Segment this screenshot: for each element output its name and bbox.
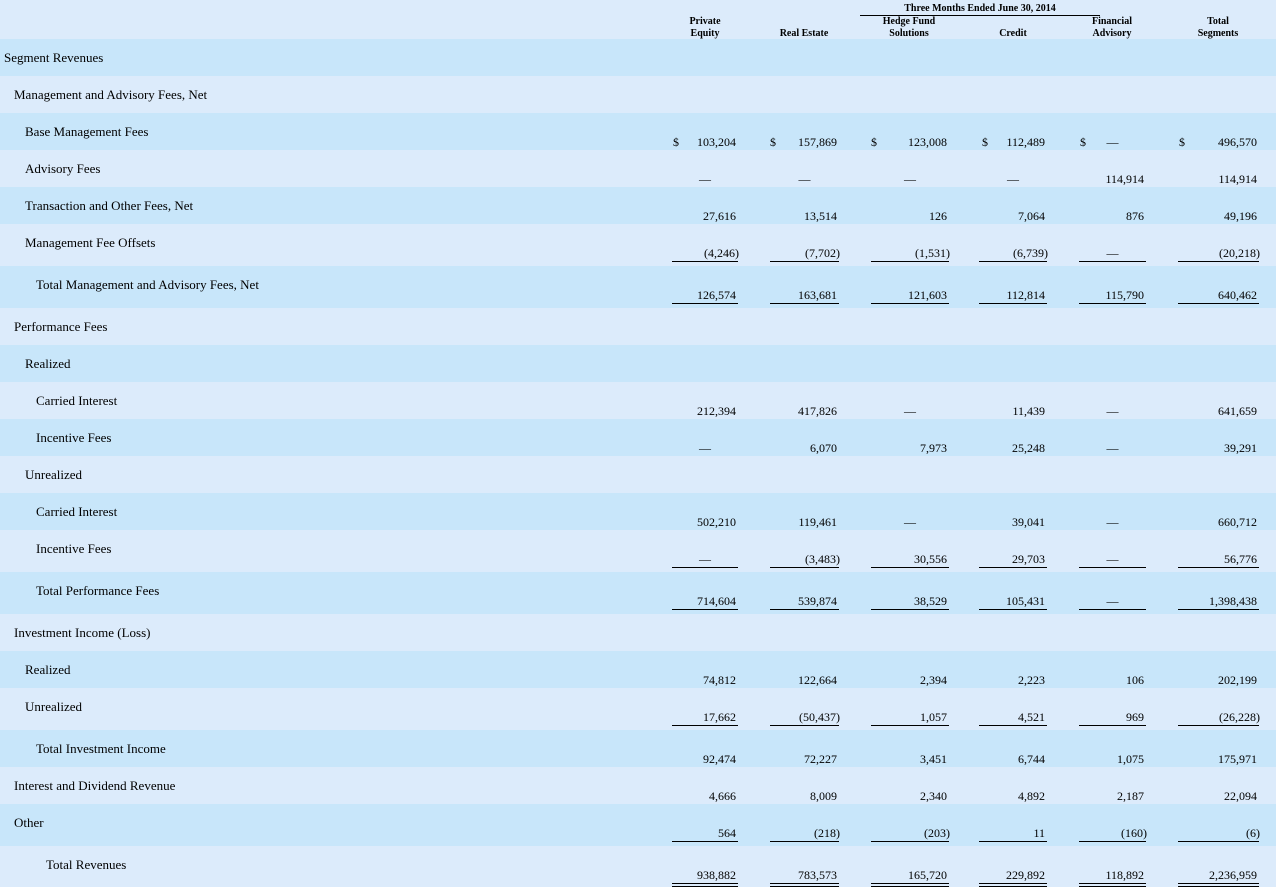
table-cell: 2,340 <box>920 789 947 803</box>
row-label: Total Performance Fees <box>36 583 160 598</box>
table-cell: 126 <box>929 209 947 223</box>
table-cell: 122,664 <box>798 673 837 687</box>
table-cell: 202,199 <box>1218 673 1257 687</box>
row-label: Unrealized <box>25 699 83 714</box>
table-cell: 27,616 <box>703 209 736 223</box>
table-cell: 969 <box>1126 710 1144 724</box>
row-label: Incentive Fees <box>36 430 112 445</box>
table-cell: 229,892 <box>1006 868 1045 882</box>
subtotal-underline <box>672 725 738 726</box>
table-cell: 539,874 <box>798 594 837 608</box>
row-label: Incentive Fees <box>36 541 112 556</box>
total-double-underline <box>770 883 839 887</box>
subtotal-underline <box>672 261 738 262</box>
subtotal-underline <box>1178 841 1259 842</box>
table-cell: 660,712 <box>1218 515 1257 529</box>
table-cell: 29,703 <box>1012 552 1045 566</box>
table-cell: 496,570 <box>1218 135 1257 149</box>
table-row <box>0 651 1276 688</box>
subtotal-underline <box>1079 725 1146 726</box>
table-cell: 118,892 <box>1105 868 1144 882</box>
total-double-underline <box>672 883 738 887</box>
subtotal-underline <box>979 609 1047 610</box>
table-cell: 115,790 <box>1105 288 1144 302</box>
subtotal-underline <box>1079 303 1146 304</box>
table-cell: 502,210 <box>697 515 736 529</box>
table-row <box>0 804 1276 846</box>
table-cell: 22,094 <box>1224 789 1257 803</box>
subtotal-underline <box>1079 841 1146 842</box>
table-cell: 25,248 <box>1012 441 1045 455</box>
table-cell: 6,070 <box>810 441 837 455</box>
table-cell: 105,431 <box>1006 594 1045 608</box>
row-label: Unrealized <box>25 467 83 482</box>
row-label: Realized <box>25 662 71 677</box>
subtotal-underline <box>871 303 949 304</box>
subtotal-underline <box>1178 567 1259 568</box>
row-label: Segment Revenues <box>4 50 104 65</box>
table-row <box>0 382 1276 419</box>
table-cell: 123,008 <box>908 135 947 149</box>
subtotal-underline <box>979 725 1047 726</box>
table-row <box>0 767 1276 804</box>
column-header-private-equity: Private Equity <box>689 16 721 39</box>
table-row <box>0 39 1276 76</box>
table-cell: 175,971 <box>1218 752 1257 766</box>
table-cell: 3,451 <box>920 752 947 766</box>
table-row <box>0 419 1276 456</box>
table-cell: 106 <box>1126 673 1144 687</box>
table-cell: 114,914 <box>1218 172 1257 186</box>
subtotal-underline <box>770 303 839 304</box>
table-cell: 7,064 <box>1018 209 1045 223</box>
dollar-sign: $ <box>770 135 776 149</box>
table-cell: 7,973 <box>920 441 947 455</box>
dollar-sign: $ <box>1080 135 1086 149</box>
subtotal-underline <box>979 567 1047 568</box>
period-header: Three Months Ended June 30, 2014 <box>904 3 1056 14</box>
table-cell: 112,814 <box>1006 288 1045 302</box>
table-cell: (4,246) <box>704 246 739 260</box>
table-cell: 1,398,438 <box>1209 594 1257 608</box>
subtotal-underline <box>979 303 1047 304</box>
subtotal-underline <box>1079 567 1146 568</box>
table-cell: 11,439 <box>1012 404 1045 418</box>
table-cell: 4,666 <box>709 789 736 803</box>
table-row <box>0 730 1276 767</box>
table-cell: 11 <box>1033 826 1045 840</box>
table-row <box>0 493 1276 530</box>
column-header-credit: Credit <box>999 28 1027 39</box>
table-cell: 39,041 <box>1012 515 1045 529</box>
table-cell: 876 <box>1126 209 1144 223</box>
table-cell: 417,826 <box>798 404 837 418</box>
total-double-underline <box>1178 883 1259 887</box>
table-cell: (20,218) <box>1219 246 1260 260</box>
table-row <box>0 187 1276 224</box>
subtotal-underline <box>672 841 738 842</box>
table-cell: 1,057 <box>920 710 947 724</box>
table-cell: 938,882 <box>697 868 736 882</box>
row-label: Carried Interest <box>36 504 118 519</box>
column-header-total-segments: Total Segments <box>1197 16 1239 39</box>
table-cell: (203) <box>924 826 950 840</box>
table-cell: 112,489 <box>1006 135 1045 149</box>
subtotal-underline <box>770 725 839 726</box>
table-cell: — <box>1106 246 1119 260</box>
row-label: Total Revenues <box>46 857 127 872</box>
table-row <box>0 113 1276 150</box>
subtotal-underline <box>871 261 949 262</box>
subtotal-underline <box>770 609 839 610</box>
dollar-sign: $ <box>982 135 988 149</box>
subtotal-underline <box>871 567 949 568</box>
row-label: Management Fee Offsets <box>25 235 156 250</box>
subtotal-underline <box>672 567 738 568</box>
subtotal-underline <box>1178 261 1259 262</box>
table-cell: 564 <box>718 826 736 840</box>
total-double-underline <box>1079 883 1146 887</box>
table-cell: — <box>1106 441 1119 455</box>
table-cell: (7,702) <box>805 246 840 260</box>
table-cell: — <box>699 441 711 455</box>
subtotal-underline <box>1079 609 1146 610</box>
row-label: Realized <box>25 356 71 371</box>
table-row <box>0 76 1276 113</box>
subtotal-underline <box>1079 261 1146 262</box>
table-cell: 2,394 <box>920 673 947 687</box>
table-cell: (6) <box>1246 826 1260 840</box>
subtotal-underline <box>979 841 1047 842</box>
table-cell: (218) <box>814 826 840 840</box>
table-row <box>0 614 1276 651</box>
table-cell: 157,869 <box>798 135 837 149</box>
table-cell: 163,681 <box>798 288 837 302</box>
row-label: Transaction and Other Fees, Net <box>25 198 194 213</box>
subtotal-underline <box>871 725 949 726</box>
dollar-sign: $ <box>673 135 679 149</box>
table-cell: — <box>1106 594 1119 608</box>
table-row <box>0 456 1276 493</box>
column-header-hedge-fund-solutions: Hedge Fund Solutions <box>882 16 936 39</box>
table-row <box>0 846 1276 885</box>
table-row <box>0 572 1276 614</box>
table-cell: — <box>798 172 811 186</box>
table-row <box>0 308 1276 345</box>
table-cell: — <box>1106 135 1119 149</box>
subtotal-underline <box>871 609 949 610</box>
table-cell: 38,529 <box>914 594 947 608</box>
table-cell: 8,009 <box>810 789 837 803</box>
subtotal-underline <box>871 841 949 842</box>
total-double-underline <box>871 883 949 887</box>
table-cell: 126,574 <box>697 288 736 302</box>
table-cell: — <box>699 552 711 566</box>
column-header-financial-advisory: Financial Advisory <box>1091 16 1132 39</box>
table-cell: 212,394 <box>697 404 736 418</box>
table-cell: 30,556 <box>914 552 947 566</box>
row-label: Other <box>14 815 44 830</box>
table-cell: 641,659 <box>1218 404 1257 418</box>
row-label: Advisory Fees <box>25 161 101 176</box>
table-cell: 2,223 <box>1018 673 1045 687</box>
table-cell: — <box>1106 515 1119 529</box>
table-cell: — <box>904 172 916 186</box>
subtotal-underline <box>979 261 1047 262</box>
table-cell: (26,228) <box>1219 710 1260 724</box>
table-cell: 1,075 <box>1117 752 1144 766</box>
row-label: Base Management Fees <box>25 124 149 139</box>
column-header-real-estate: Real Estate <box>779 28 829 39</box>
row-label: Total Investment Income <box>36 741 166 756</box>
table-cell: 4,892 <box>1018 789 1045 803</box>
subtotal-underline <box>1178 725 1259 726</box>
subtotal-underline <box>1178 303 1259 304</box>
table-row <box>0 266 1276 308</box>
table-cell: (3,483) <box>805 552 840 566</box>
table-cell: 74,812 <box>703 673 736 687</box>
table-cell: 39,291 <box>1224 441 1257 455</box>
subtotal-underline <box>770 567 839 568</box>
row-label: Management and Advisory Fees, Net <box>14 87 208 102</box>
table-row <box>0 530 1276 572</box>
table-cell: 17,662 <box>703 710 736 724</box>
subtotal-underline <box>672 609 738 610</box>
row-label: Investment Income (Loss) <box>14 625 151 640</box>
table-cell: 640,462 <box>1218 288 1257 302</box>
table-row <box>0 688 1276 730</box>
table-cell: — <box>904 404 916 418</box>
subtotal-underline <box>1178 609 1259 610</box>
table-cell: 72,227 <box>804 752 837 766</box>
total-double-underline <box>979 883 1047 887</box>
row-label: Total Management and Advisory Fees, Net <box>36 277 259 292</box>
table-cell: 121,603 <box>908 288 947 302</box>
table-cell: 6,744 <box>1018 752 1045 766</box>
table-cell: 13,514 <box>804 209 837 223</box>
table-cell: 165,720 <box>908 868 947 882</box>
table-cell: 783,573 <box>798 868 837 882</box>
table-cell: 49,196 <box>1224 209 1257 223</box>
table-cell: 2,236,959 <box>1209 868 1257 882</box>
table-cell: (1,531) <box>915 246 950 260</box>
table-cell: 2,187 <box>1117 789 1144 803</box>
table-cell: 114,914 <box>1105 172 1144 186</box>
table-row <box>0 345 1276 382</box>
table-cell: — <box>699 172 711 186</box>
table-cell: — <box>904 515 916 529</box>
subtotal-underline <box>770 261 839 262</box>
dollar-sign: $ <box>871 135 877 149</box>
table-cell: 92,474 <box>703 752 736 766</box>
table-cell: — <box>1007 172 1019 186</box>
table-cell: — <box>1106 552 1119 566</box>
table-cell: 119,461 <box>798 515 837 529</box>
row-label: Interest and Dividend Revenue <box>14 778 176 793</box>
table-row <box>0 224 1276 266</box>
subtotal-underline <box>672 303 738 304</box>
table-cell: — <box>1106 404 1119 418</box>
table-cell: (160) <box>1121 826 1147 840</box>
table-cell: (6,739) <box>1013 246 1048 260</box>
table-cell: 56,776 <box>1224 552 1257 566</box>
table-cell: 714,604 <box>697 594 736 608</box>
table-row <box>0 150 1276 187</box>
table-cell: (50,437) <box>799 710 840 724</box>
row-label: Performance Fees <box>14 319 108 334</box>
table-cell: 4,521 <box>1018 710 1045 724</box>
subtotal-underline <box>770 841 839 842</box>
dollar-sign: $ <box>1179 135 1185 149</box>
row-label: Carried Interest <box>36 393 118 408</box>
table-cell: 103,204 <box>697 135 736 149</box>
